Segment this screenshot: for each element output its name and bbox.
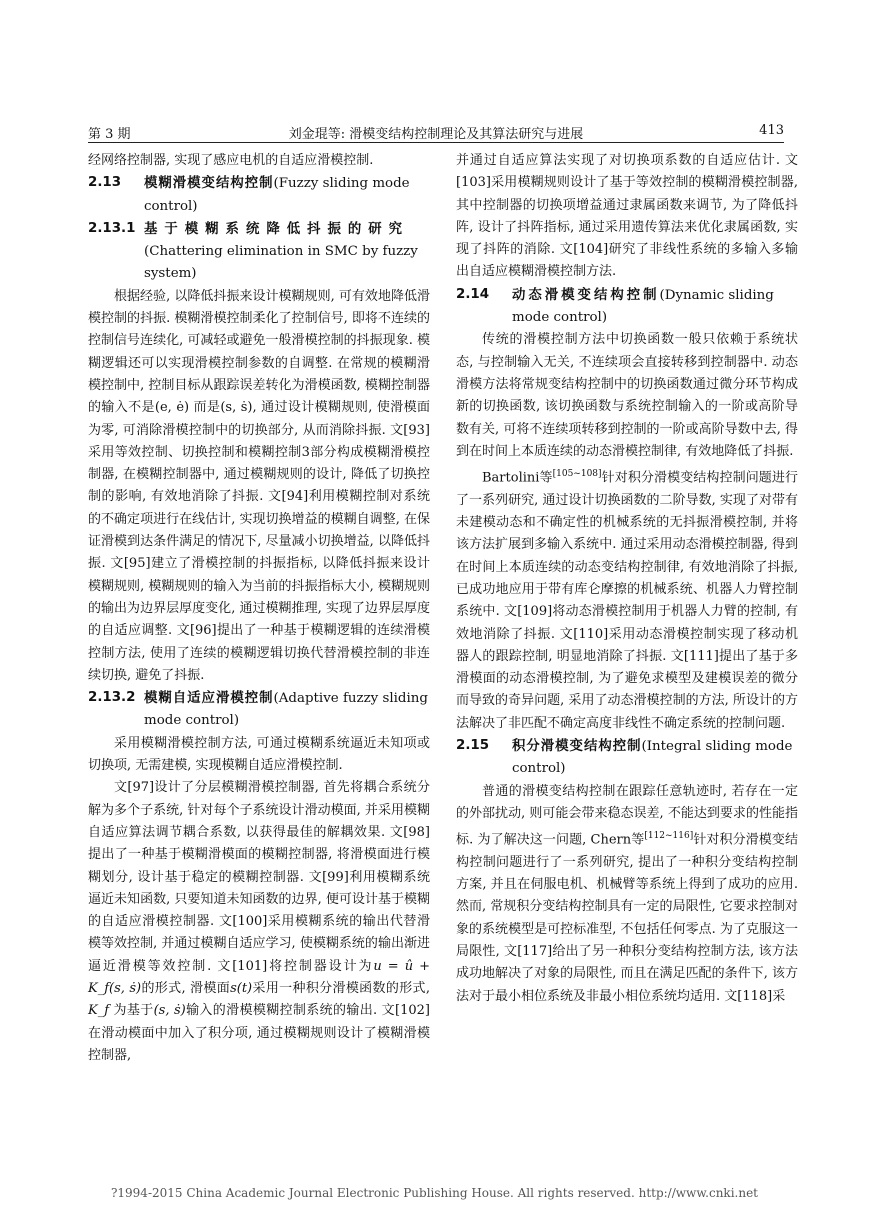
- running-header: [88, 122, 784, 143]
- section-title-zh: 模糊自适应滑模控制: [144, 690, 274, 707]
- paragraph: [456, 463, 798, 735]
- equation: (s, ṡ): [153, 1003, 186, 1019]
- citation: [112~116]: [644, 831, 694, 842]
- text-run: 采用一种积分滑模函数的形式,: [252, 980, 431, 996]
- right-column: [456, 150, 798, 1008]
- section-heading-2-13-1: [88, 218, 430, 286]
- copyright-footer: ?1994-2015 China Academic Journal Electronic Publishing House. All rights reserved. http://www.cnki.net: [110, 1186, 759, 1200]
- text-run: 的形式, 滑模面: [141, 980, 231, 996]
- paragraph: 并通过自适应算法实现了对切换项系数的自适应估计. 文[103]采用模糊规则设计了基于等效控制的模糊滑模控制器, 其中控制器的切换项增益通过隶属函数来调节, 为了降低抖阵, 设计了抖阵指标, 通过采用遗传算法来优化隶属函数, 实现了抖阵的消除. 文[104]研究了非线性系统的多输入多输出自适应模糊滑模控制方法.: [456, 153, 798, 280]
- section-title-en: (Chattering elimination in SMC by fuzzy system): [144, 244, 418, 282]
- section-title-zh: 模糊滑模变结构控制: [144, 175, 274, 192]
- paragraph: 根据经验, 以降低抖振来设计模糊规则, 可有效地降低滑模控制的抖振. 模糊滑模控制柔化了控制信号, 即将不连续的控制信号连续化, 可减轻或避免一般滑模控制的抖振现象. 模糊逻辑还可以实现滑模控制参数的自调整. 在常规的模糊滑模控制中, 控制目标从跟踪误差转化为滑模函数, 模糊控制器的输入不是(e, ė) 而是(s, ṡ), 通过设计模糊规则, 使滑模面为零, 可消除滑模控制中的切换部分, 从而消除抖振. 文[93]采用等效控制、切换控制和模糊控制3部分构成模糊滑模控制器, 在模糊控制器中, 通过模糊规则的设计, 降低了切换控制的影响, 有效地消除了抖振. 文[94]利用模糊控制对系统的不确定项进行在线估计, 实现切换增益的模糊自调整, 在保证滑模到达条件满足的情况下, 尽量减小切换增益, 以降低抖振. 文[95]建立了滑模控制的抖振指标, 以降低抖振来设计模糊规则, 模糊规则的输入为当前的抖振指标大小, 模糊规则的输出为边界层厚度变化, 通过模糊推理, 实现了边界层厚度的自适应调整. 文[96]提出了一种基于模糊逻辑的连续滑模控制方法, 使用了连续的模糊逻辑切换代替滑模控制的非连续切换, 避免了抖振.: [88, 288, 430, 683]
- running-title: 刘金琨等: 滑模变结构控制理论及其算法研究与进展: [288, 127, 584, 142]
- section-title-en: (Adaptive fuzzy sliding mode control): [144, 691, 428, 729]
- page-number: 413: [759, 123, 784, 138]
- section-title-zh: 基于模糊系统降低抖振的研究: [144, 220, 410, 237]
- text-run: 针对积分滑模变结构控制问题进行了一系列研究, 提出了一种积分变结构控制方案, 并且在伺服电机、机械臂等系统上得到了成功的应用. 然而, 常规积分变结构控制具有一定的局限性, 它要求控制对象的系统模型是可控标准型, 不包括任何零点. 为了克服这一局限性, 文[117]给出了另一种积分变结构控制方法, 该方法成功地解决了对象的局限性, 而且在满足匹配的条件下, 该方法对于最小相位系统及非最小相位系统均适用. 文[118]采: [456, 832, 798, 1004]
- section-title-en: (Dynamic sliding mode control): [512, 287, 774, 326]
- text-run: 针对积分滑模变结构控制问题进行了一系列研究, 通过设计切换函数的二阶导数, 实现了对带有未建模动态和不确定性的机械系统的无抖振滑模控制, 并将该方法扩展到多输入系统中. 通过采用动态滑模控制器, 得到在时间上本质连续的动态变结构控制律, 有效地消除了抖振, 已成功地应用于带有库仑摩擦的机械系统、机器人力臂控制系统中. 文[109]将动态滑模控制用于机器人力臂的控制, 有效地消除了抖振. 文[110]采用动态滑模控制实现了移动机器人的跟踪控制, 明显地消除了抖振. 文[111]提出了基于多滑模面的动态滑模控制, 为了避免求模型及建模误差的微分而导致的奇异问题, 采用了动态滑模控制的方法, 所设计的方法解决了非匹配不确定高度非线性不确定系统的控制问题.: [456, 470, 798, 731]
- text-run: 普通的滑模变结构控制在跟踪任意轨迹时, 若存在一定的外部扰动, 则可能会带来稳态误差, 不能达到要求的性能指标. 为了解决这一问题, Chern等: [456, 783, 798, 848]
- paragraph: 传统的滑模控制方法中切换函数一般只依赖于系统状态, 与控制输入无关, 不连续项会直接转移到控制器中. 动态滑模方法将常规变结构控制中的切换函数通过微分环节构成新的切换函数, 该切换函数与系统控制输入的一阶或高阶导数有关, 可将不连续项转移到控制的一阶或高阶导数中去, 得到在时间上本质连续的动态滑模控制律, 有效地降低了抖振.: [456, 332, 798, 459]
- equation: s(t): [230, 980, 253, 996]
- section-title-zh: 动态滑模变结构控制: [512, 286, 660, 303]
- text-run: 输入的滑模模糊控制系统的输出. 文[102]在滑动模面中加入了积分项, 通过模糊规则设计了模糊滑模控制器,: [88, 1003, 430, 1063]
- section-title-en: (Integral sliding mode control): [512, 739, 793, 777]
- paragraph: 经网络控制器, 实现了感应电机的自适应滑模控制.: [88, 153, 374, 168]
- equation: u = û + K_f(s, ṡ): [88, 958, 430, 996]
- equation: K_f: [88, 1003, 110, 1019]
- section-title-zh: 积分滑模变结构控制: [512, 738, 642, 755]
- section-title-en: (Fuzzy sliding mode control): [144, 176, 410, 214]
- section-number: 2.13.1: [88, 220, 136, 236]
- section-number: 2.14: [456, 286, 490, 302]
- section-number: 2.13: [88, 175, 122, 191]
- citation: [105~108]: [552, 469, 602, 480]
- section-heading-2-13: [88, 172, 430, 218]
- paragraph: [88, 777, 430, 1067]
- text-run: Bartolini等: [482, 470, 553, 486]
- paragraph: 采用模糊滑模控制方法, 可通过模糊系统逼近未知项或切换项, 无需建模, 实现模糊自适应滑模控制.: [88, 735, 430, 774]
- section-heading-2-14: [456, 284, 798, 330]
- section-number: 2.13.2: [88, 690, 136, 706]
- paragraph: [456, 781, 798, 1008]
- section-number: 2.15: [456, 738, 490, 754]
- text-run: 文[97]设计了分层模糊滑模控制器, 首先将耦合系统分解为多个子系统, 针对每个子系统设计滑动模面, 并采用模糊自适应算法调节耦合系数, 以获得最佳的解耦效果. 文[98]提出了一种基于模糊滑模面的模糊控制器, 将滑模面进行模糊划分, 设计基于稳定的模糊控制器. 文[99]利用模糊系统逼近未知函数, 只要知道未知函数的边界, 便可设计基于模糊的自适应滑模控制器. 文[100]采用模糊系统的输出代替滑模等效控制, 并通过模糊自适应学习, 使模糊系统的输出渐进逼近滑模等效控制. 文[101]将控制器设计为: [88, 780, 430, 974]
- text-run: 为基于: [113, 1003, 154, 1019]
- left-column: [88, 150, 430, 1067]
- section-heading-2-15: [456, 735, 798, 781]
- section-heading-2-13-2: [88, 687, 430, 733]
- issue-label: 第 3 期: [88, 127, 131, 142]
